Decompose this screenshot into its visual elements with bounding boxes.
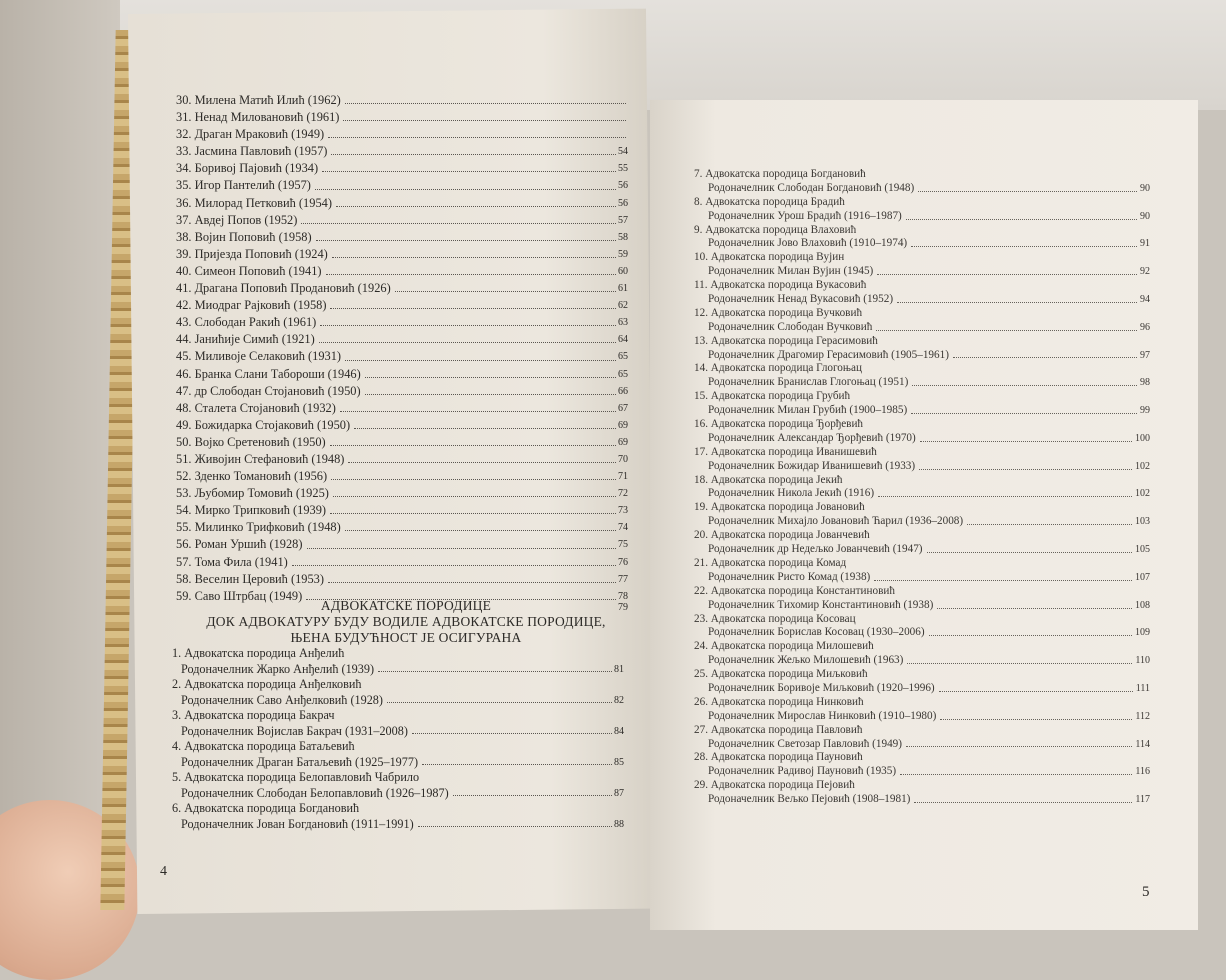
dot-leader xyxy=(937,608,1132,609)
family-founder-row xyxy=(694,543,1150,557)
family-entry xyxy=(694,501,1150,529)
dot-leader xyxy=(331,154,616,155)
family-name: 28. Адвокатска породица Пауновић xyxy=(694,751,863,764)
family-page: 85 xyxy=(614,756,624,768)
family-page: 116 xyxy=(1135,766,1150,778)
family-founder: Родоначелник Ненад Вукасовић (1952) xyxy=(708,293,894,305)
family-page: 91 xyxy=(1140,238,1150,250)
dot-leader xyxy=(900,774,1132,775)
page-number-left: 4 xyxy=(160,864,167,879)
toc-entry-page: 69 xyxy=(618,436,628,448)
toc-entry-title: 50. Војко Сретеновић (1950) xyxy=(176,434,326,449)
family-page: 117 xyxy=(1135,794,1150,806)
dot-leader xyxy=(422,764,612,765)
family-page: 108 xyxy=(1135,599,1150,611)
family-founder: Родоначелник Јово Влаховић (1910–1974) xyxy=(708,237,908,250)
family-founder-row xyxy=(694,793,1150,807)
toc-entry-title: 33. Јасмина Павловић (1957) xyxy=(176,144,328,159)
toc-entry xyxy=(176,263,628,280)
family-founder: Родоначелник Јован Богдановић (1911–1991) xyxy=(181,816,414,831)
family-name: 10. Адвокатска породица Вујин xyxy=(694,251,845,264)
toc-entry-page: 67 xyxy=(618,402,628,414)
toc-entry xyxy=(176,246,628,263)
dot-leader xyxy=(331,479,616,480)
toc-entry xyxy=(176,554,628,571)
family-name: 8. Адвокатска породица Брадић xyxy=(694,195,845,208)
family-founder: Родоначелник Слободан Богдановић (1948) xyxy=(708,181,915,194)
family-name: 2. Адвокатска породица Анђелковић xyxy=(172,677,362,691)
toc-entry xyxy=(176,212,628,229)
family-name: 15. Адвокатска породица Грубић xyxy=(694,390,851,403)
dot-leader xyxy=(920,441,1132,442)
family-founder: Родоначелник др Недељко Јованчевић (1947) xyxy=(708,543,923,556)
family-entry xyxy=(694,446,1150,474)
toc-entry xyxy=(176,92,628,109)
dot-leader xyxy=(939,691,1133,692)
toc-entry-title: 31. Ненад Миловановић (1961) xyxy=(176,110,340,125)
dot-leader xyxy=(333,496,616,497)
family-page: 107 xyxy=(1135,571,1150,583)
toc-entry-title: 49. Божидарка Стојаковић (1950) xyxy=(176,417,351,432)
dot-leader xyxy=(365,394,616,395)
family-founder: Родоначелник Михајло Јовановић Ћарил (1936–2008) xyxy=(708,515,964,528)
family-founder-row xyxy=(172,724,624,740)
family-name: 7. Адвокатска породица Богдановић xyxy=(694,168,866,180)
family-founder: Родоначелник Жељко Милошевић (1963) xyxy=(708,654,904,667)
dot-leader xyxy=(320,325,616,326)
family-page: 87 xyxy=(614,787,624,799)
family-entry xyxy=(694,529,1150,557)
toc-entry-title: 56. Роман Уршић (1928) xyxy=(176,537,303,552)
toc-entry xyxy=(176,229,628,246)
toc-entry-page: 77 xyxy=(618,573,628,585)
family-founder-row xyxy=(694,654,1150,668)
family-page: 111 xyxy=(1135,682,1150,694)
family-founder: Родоначелник Драгомир Герасимовић (1905–1961) xyxy=(708,348,949,361)
family-founder-row xyxy=(694,571,1150,585)
family-page: 103 xyxy=(1135,516,1150,528)
family-founder-row xyxy=(172,755,624,771)
dot-leader xyxy=(348,462,616,463)
toc-entry xyxy=(176,485,628,502)
family-founder-row xyxy=(694,626,1150,640)
dot-leader xyxy=(918,191,1137,192)
family-founder: Родоначелник Светозар Павловић (1949) xyxy=(708,737,902,750)
dot-leader xyxy=(877,274,1137,275)
family-founder-row xyxy=(694,710,1150,724)
family-name: 24. Адвокатска породица Милошевић xyxy=(694,640,874,653)
toc-entry-page: 55 xyxy=(618,163,628,175)
toc-entry-title: 45. Миливоје Селаковић (1931) xyxy=(176,349,342,364)
dot-leader xyxy=(911,246,1137,247)
family-name: 25. Адвокатска породица Миљковић xyxy=(694,668,868,681)
toc-entry xyxy=(176,348,628,365)
toc-entry-title: 30. Милена Матић Илић (1962) xyxy=(176,93,341,107)
dot-leader xyxy=(365,377,616,378)
toc-entry-title: 57. Тома Фила (1941) xyxy=(176,554,288,569)
toc-entry xyxy=(176,536,628,553)
toc-entry-title: 51. Живојин Стефановић (1948) xyxy=(176,451,345,466)
family-founder-row xyxy=(694,682,1150,696)
family-entry xyxy=(694,307,1150,335)
family-founder-row xyxy=(172,662,624,678)
family-name: 19. Адвокатска породица Јовановић xyxy=(694,501,865,514)
toc-entry-page: 57 xyxy=(618,214,628,226)
family-founder: Родоначелник Слободан Белопавловић (1926–1987) xyxy=(181,785,449,800)
family-entry xyxy=(694,668,1150,696)
toc-entry-page: 65 xyxy=(618,351,628,363)
family-name: 27. Адвокатска породица Павловић xyxy=(694,723,863,736)
dot-leader xyxy=(453,795,612,796)
dot-leader xyxy=(395,291,616,292)
dot-leader xyxy=(330,513,616,514)
toc-entry-title: 42. Миодраг Рајковић (1958) xyxy=(176,298,327,313)
page-number-right: 5 xyxy=(1142,884,1150,900)
family-founder-row xyxy=(694,487,1150,501)
dot-leader xyxy=(874,580,1132,581)
dot-leader xyxy=(929,635,1132,636)
family-name: 23. Адвокатска породица Косовац xyxy=(694,612,856,625)
toc-entry-title: 35. Игор Пантелић (1957) xyxy=(176,178,311,193)
family-founder-row xyxy=(694,210,1150,224)
dot-leader xyxy=(328,137,626,138)
toc-entry-page: 72 xyxy=(618,488,628,500)
dot-leader xyxy=(336,206,616,207)
family-page: 98 xyxy=(1140,377,1150,389)
toc-entry-title: 37. Авдеј Попов (1952) xyxy=(176,212,298,227)
family-name: 16. Адвокатска породица Ђорђевић xyxy=(694,418,864,431)
dot-leader xyxy=(378,671,612,672)
family-founder: Родоначелник Војислав Бакрач (1931–2008) xyxy=(181,723,408,738)
family-founder: Родоначелник Драган Батаљевић (1925–1977) xyxy=(181,754,419,769)
family-founder-row xyxy=(172,817,624,833)
family-page: 110 xyxy=(1135,655,1150,667)
toc-entry-page: 63 xyxy=(618,317,628,329)
toc-entry xyxy=(176,571,628,588)
toc-entry xyxy=(176,417,628,434)
family-founder: Родоначелник Радивој Пауновић (1935) xyxy=(708,765,897,778)
family-founder-row xyxy=(172,786,624,802)
dot-leader xyxy=(387,702,612,703)
toc-entry xyxy=(176,195,628,212)
dot-leader xyxy=(953,357,1137,358)
family-founder: Родоначелник Мирослав Нинковић (1910–1980) xyxy=(708,709,937,722)
family-entry xyxy=(694,779,1150,807)
family-founder-row xyxy=(694,265,1150,279)
toc-entry-page: 66 xyxy=(618,385,628,397)
family-entry xyxy=(694,279,1150,307)
dot-leader xyxy=(919,469,1132,470)
family-entry xyxy=(694,224,1150,252)
families-list-right xyxy=(694,168,1150,807)
toc-entry-page: 62 xyxy=(618,300,628,312)
toc-entry xyxy=(176,366,628,383)
toc-entry-page: 56 xyxy=(618,180,628,192)
dot-leader xyxy=(927,552,1132,553)
family-name: 14. Адвокатска породица Глогоњац xyxy=(694,362,862,375)
family-founder: Родоначелник Александар Ђорђевић (1970) xyxy=(708,431,916,444)
family-name: 4. Адвокатска породица Батаљевић xyxy=(172,739,355,753)
family-founder: Родоначелник Божидар Иванишевић (1933) xyxy=(708,459,916,472)
toc-entry-page: 73 xyxy=(618,505,628,517)
toc-entry-page: 78 xyxy=(618,590,628,602)
family-entry xyxy=(694,168,1150,196)
family-entry xyxy=(172,801,624,832)
family-page: 105 xyxy=(1135,544,1150,556)
family-name: 17. Адвокатска породица Иванишевић xyxy=(694,445,877,458)
dot-leader xyxy=(914,802,1132,803)
family-founder: Родоначелник Боривоје Миљковић (1920–1996) xyxy=(708,681,935,694)
family-founder: Родоначелник Борислав Косовац (1930–2006) xyxy=(708,626,925,639)
family-entry xyxy=(694,557,1150,585)
family-founder: Родоначелник Бранислав Глогоњац (1951) xyxy=(708,376,909,389)
family-founder: Родоначелник Слободан Вучковић xyxy=(708,320,873,333)
family-founder-row xyxy=(694,404,1150,418)
family-name: 18. Адвокатска породица Јекић xyxy=(694,473,843,486)
toc-entry xyxy=(176,160,628,177)
toc-entry xyxy=(176,519,628,536)
family-name: 5. Адвокатска породица Белопавловић Чабрило xyxy=(172,770,420,784)
toc-entry-title: 44. Јанићије Симић (1921) xyxy=(176,332,315,347)
toc-entry-page: 76 xyxy=(618,556,628,568)
toc-entry-page: 69 xyxy=(618,419,628,431)
family-founder: Родоначелник Милан Грубић (1900–1985) xyxy=(708,404,908,417)
dot-leader xyxy=(332,257,616,258)
family-founder-row xyxy=(694,515,1150,529)
family-entry xyxy=(172,770,624,801)
family-name: 22. Адвокатска породица Константиновић xyxy=(694,584,895,597)
family-founder: Родоначелник Тихомир Константиновић (1938) xyxy=(708,598,934,611)
toc-entry xyxy=(176,297,628,314)
toc-entry xyxy=(176,314,628,331)
family-page: 92 xyxy=(1140,266,1150,278)
toc-entry xyxy=(176,434,628,451)
toc-entry-title: 53. Љубомир Томовић (1925) xyxy=(176,486,329,501)
families-list-left xyxy=(172,646,624,832)
family-entry xyxy=(172,677,624,708)
family-name: 6. Адвокатска породица Богдановић xyxy=(172,801,360,815)
family-founder-row xyxy=(694,321,1150,335)
family-entry xyxy=(694,196,1150,224)
toc-entry xyxy=(176,126,628,143)
toc-entry-title: 41. Драгана Поповић Продановић (1926) xyxy=(176,281,391,296)
section-heading-line: ЊЕНА БУДУЋНОСТ ЈЕ ОСИГУРАНА xyxy=(290,630,522,645)
family-page: 97 xyxy=(1140,349,1150,361)
dot-leader xyxy=(418,826,612,827)
family-name: 3. Адвокатска породица Бакрач xyxy=(172,708,335,722)
family-founder-row xyxy=(172,693,624,709)
family-name: 20. Адвокатска породица Јованчевић xyxy=(694,529,870,542)
toc-entry-page: 60 xyxy=(618,265,628,277)
family-page: 100 xyxy=(1135,432,1150,444)
toc-entries-list xyxy=(176,92,628,616)
family-founder: Родоначелник Никола Јекић (1916) xyxy=(708,487,875,500)
family-page: 88 xyxy=(614,818,624,830)
family-entry xyxy=(172,708,624,739)
family-page: 84 xyxy=(614,725,624,737)
family-name: 26. Адвокатска породица Нинковић xyxy=(694,695,864,708)
toc-entry xyxy=(176,400,628,417)
toc-entry-page: 65 xyxy=(618,368,628,380)
toc-entry-title: 48. Сталета Стојановић (1932) xyxy=(176,400,336,415)
dot-leader xyxy=(906,219,1137,220)
toc-entry-title: 59. Саво Штрбац (1949) xyxy=(176,588,303,603)
dot-leader xyxy=(316,240,616,241)
family-founder: Родоначелник Жарко Анђелић (1939) xyxy=(181,661,375,676)
dot-leader xyxy=(907,663,1132,664)
family-founder-row xyxy=(694,349,1150,363)
dot-leader xyxy=(330,308,616,309)
dot-leader xyxy=(322,171,616,172)
toc-entry-title: 46. Бранка Слани Табороши (1946) xyxy=(176,366,361,381)
dot-leader xyxy=(307,548,617,549)
dot-leader xyxy=(301,223,616,224)
family-page: 99 xyxy=(1140,405,1150,417)
toc-entry-title: 58. Веселин Церовић (1953) xyxy=(176,571,324,586)
toc-entry-title: 38. Војин Поповић (1958) xyxy=(176,229,312,244)
toc-entry-title: 55. Милинко Трифковић (1948) xyxy=(176,520,341,535)
family-founder-row xyxy=(694,460,1150,474)
toc-entry-title: 34. Боривој Пајовић (1934) xyxy=(176,161,319,176)
family-name: 13. Адвокатска породица Герасимовић xyxy=(694,334,878,347)
family-name: 9. Адвокатска породица Влаховић xyxy=(694,223,857,236)
family-founder-row xyxy=(694,293,1150,307)
toc-entry-page: 58 xyxy=(618,231,628,243)
toc-last-page-marker: 79 xyxy=(618,601,628,613)
family-entry xyxy=(694,474,1150,502)
family-name: 29. Адвокатска породица Пејовић xyxy=(694,779,855,792)
dot-leader xyxy=(412,733,612,734)
dot-leader xyxy=(292,565,616,566)
family-page: 90 xyxy=(1140,210,1150,222)
family-entry xyxy=(172,739,624,770)
family-entry xyxy=(694,390,1150,418)
family-founder: Родоначелник Саво Анђелковић (1928) xyxy=(181,692,383,707)
family-page: 96 xyxy=(1140,321,1150,333)
dot-leader xyxy=(330,445,616,446)
family-page: 94 xyxy=(1140,294,1150,305)
toc-entry xyxy=(176,280,628,297)
family-entry xyxy=(694,613,1150,641)
dot-leader xyxy=(328,582,616,583)
family-name: 11. Адвокатска породица Вукасовић xyxy=(694,279,867,292)
family-founder-row xyxy=(694,237,1150,251)
family-page: 90 xyxy=(1140,182,1150,194)
toc-entry xyxy=(176,468,628,485)
section-heading-line: АДВОКАТСКЕ ПОРОДИЦЕ xyxy=(320,598,492,613)
family-page: 109 xyxy=(1135,627,1150,639)
dot-leader xyxy=(315,189,616,190)
toc-entry-title: 52. Зденко Томановић (1956) xyxy=(176,469,328,484)
toc-entry-page: 74 xyxy=(618,522,628,534)
dot-leader xyxy=(897,302,1137,303)
toc-entry-page: 59 xyxy=(618,248,628,260)
dot-leader xyxy=(354,428,616,429)
dot-leader xyxy=(345,103,626,104)
family-entry xyxy=(694,251,1150,279)
section-heading xyxy=(176,598,636,646)
family-founder-row xyxy=(694,738,1150,752)
family-name: 1. Адвокатска породица Анђелић xyxy=(172,646,345,660)
toc-entry xyxy=(176,109,628,126)
family-founder: Родоначелник Ристо Комад (1938) xyxy=(708,570,871,583)
toc-entry-title: 39. Пријезда Поповић (1924) xyxy=(176,246,328,261)
family-page: 114 xyxy=(1135,738,1150,750)
toc-entry-page: 56 xyxy=(618,197,628,209)
family-founder-row xyxy=(694,765,1150,779)
family-page: 112 xyxy=(1135,710,1150,722)
toc-entry-page: 61 xyxy=(618,283,628,295)
toc-entry-page: 75 xyxy=(618,539,628,551)
dot-leader xyxy=(345,360,616,361)
family-name: 12. Адвокатска породица Вучковић xyxy=(694,306,863,319)
dot-leader xyxy=(906,746,1132,747)
family-entry xyxy=(694,640,1150,668)
toc-entry xyxy=(176,331,628,348)
dot-leader xyxy=(340,411,616,412)
section-heading-line: ДОК АДВОКАТУРУ БУДУ ВОДИЛЕ АДВОКАТСКЕ ПОРОДИЦЕ, xyxy=(206,614,606,629)
family-founder-row xyxy=(694,182,1150,196)
dot-leader xyxy=(878,496,1132,497)
family-page: 102 xyxy=(1135,488,1150,500)
toc-entry xyxy=(176,143,628,160)
family-entry xyxy=(694,362,1150,390)
toc-entry xyxy=(176,502,628,519)
family-page: 102 xyxy=(1135,460,1150,472)
family-entry xyxy=(694,751,1150,779)
family-entry xyxy=(694,335,1150,363)
family-founder-row xyxy=(694,432,1150,446)
family-entry xyxy=(694,585,1150,613)
toc-entry xyxy=(176,383,628,400)
toc-entry-title: 36. Милорад Петковић (1954) xyxy=(176,195,332,210)
family-founder: Родоначелник Милан Вујин (1945) xyxy=(708,265,874,278)
toc-entry-page: 64 xyxy=(618,334,628,346)
toc-entry-title: 40. Симеон Поповић (1941) xyxy=(176,263,322,278)
dot-leader xyxy=(940,719,1132,720)
toc-entry-page: 71 xyxy=(618,471,628,483)
dot-leader xyxy=(345,530,616,531)
toc-entry-page: 54 xyxy=(618,146,628,158)
dot-leader xyxy=(912,385,1137,386)
family-page: 82 xyxy=(614,694,624,706)
dot-leader xyxy=(967,524,1132,525)
toc-entry-title: 32. Драган Мраковић (1949) xyxy=(176,127,325,142)
family-entry xyxy=(694,418,1150,446)
dot-leader xyxy=(876,330,1137,331)
dot-leader xyxy=(343,120,626,121)
family-founder-row xyxy=(694,599,1150,613)
family-page: 81 xyxy=(614,663,624,675)
toc-entry xyxy=(176,451,628,468)
family-founder-row xyxy=(694,376,1150,390)
toc-entry-page: 70 xyxy=(618,453,628,465)
toc-entry-title: 54. Мирко Трипковић (1939) xyxy=(176,503,327,518)
family-entry xyxy=(694,724,1150,752)
family-name: 21. Адвокатска породица Комад xyxy=(694,556,847,569)
family-entry xyxy=(172,646,624,677)
toc-entry xyxy=(176,177,628,194)
dot-leader xyxy=(326,274,616,275)
dot-leader xyxy=(319,342,616,343)
dot-leader xyxy=(911,413,1137,414)
family-founder: Родоначелник Урош Брадић (1916–1987) xyxy=(708,209,902,222)
family-entry xyxy=(694,696,1150,724)
toc-entry-title: 43. Слободан Ракић (1961) xyxy=(176,315,317,330)
toc-entry-title: 47. др Слободан Стојановић (1950) xyxy=(176,383,361,398)
family-founder: Родоначелник Вељко Пејовић (1908–1981) xyxy=(708,793,911,806)
